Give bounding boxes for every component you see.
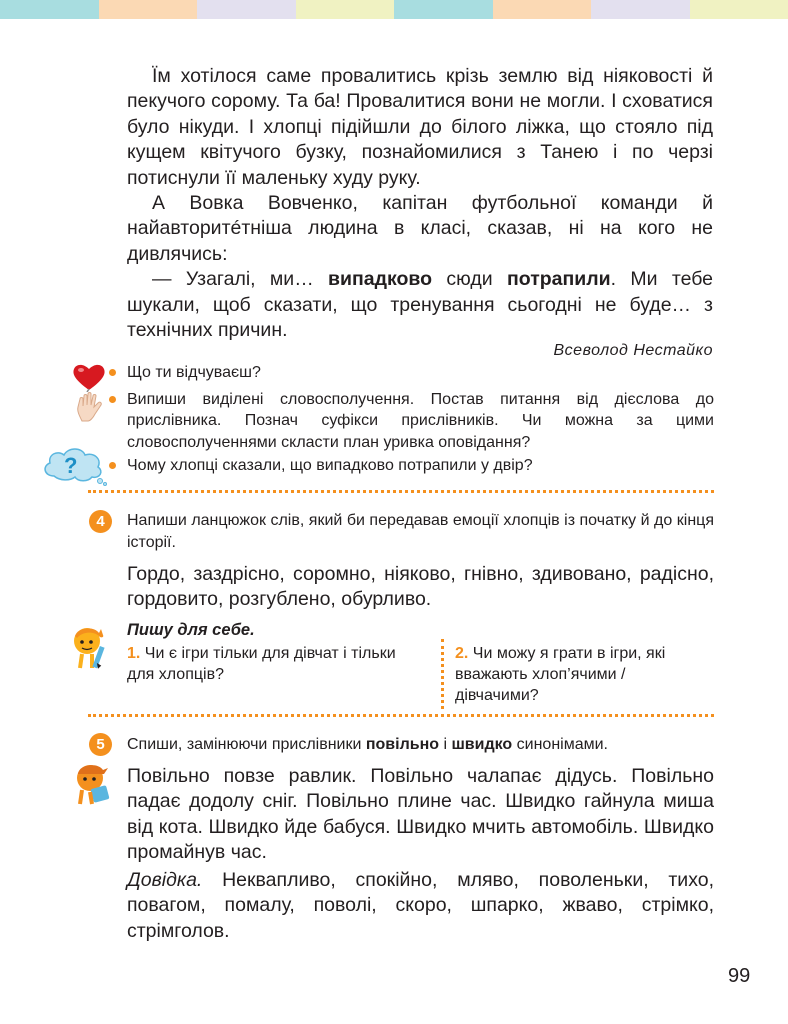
page-number: 99 [728,965,751,987]
list-item [108,455,714,477]
task-number-badge: 4 [89,510,112,533]
svg-text:?: ? [64,453,78,478]
highlighted-word: швидко [451,736,513,753]
strip-segment [197,0,296,19]
story-text: сюди [432,268,507,291]
strip-segment [591,0,690,19]
instruction-text: Спиши, замінюючи прислівники [127,736,366,753]
story-text: — Узагалі, ми… [152,268,329,291]
question-cloud-icon [40,444,108,486]
hint-words: Неквапливо, спокійно, мляво, поволеньки, тихо, повагом, помалу, поволі, скоро, шпарко, жваво, стрімко, стрімголов. [127,869,714,942]
instruction-text: і [439,736,452,753]
instruction-text: синонімами. [512,736,608,753]
writing-boy-icon [70,760,114,806]
task-5-hint [127,868,714,944]
question-text: Чи є ігри тільки для дівчат і тільки для хлопців? [127,645,396,683]
strip-segment [690,0,788,19]
strip-segment [493,0,592,19]
question-text: Чому хлопці сказали, що випадково потрапили у двір? [127,457,533,474]
task-4-instruction: Напиши ланцюжок слів, який би передавав емоції хлопців із початку й до кінця історії. [127,512,714,551]
hint-label: Довідка. [127,869,203,891]
story-paragraph-3 [127,267,713,343]
task-4-words: Гордо, заздрісно, соромно, ніяково, гнівно, здивовано, радісно, гордовито, розгублено, обурливо. [127,563,714,611]
story-author: Всеволод Нестайко [553,342,713,359]
section-divider [88,490,714,493]
story-text: . Ми тебе шукали, щоб сказати, що тренування сьогодні не буде… з технічних причин. [127,268,713,342]
hand-icon [74,391,104,423]
story-paragraph-1: Їм хотілося саме провалитись крізь землю від ніяковості й пекучого сорому. Та ба! Провалитися вони не могли. І сховатися було нікуди. І хлопці підійшли до білого ліжка, що стояло під кущем квітучого бузку, познайомилися з Танею і по черзі потиснули її маленьку худу руку. [127,65,713,189]
pencil-girl-icon [68,624,114,670]
task-5-exercise: Повільно повзе равлик. Повільно чалапає дідусь. Повільно падає додолу сніг. Повільно плине час. Швидко гайнула миша від кота. Швидко йде бабуся. Швидко мчить автомобіль. Швидко промайнув час. [127,765,714,864]
list-item [108,389,714,454]
strip-segment [0,0,99,19]
heart-icon [71,362,107,392]
story-paragraph-2: А Вовка Вовченко, капітан футбольної команди й найавторитéтніша людина в класі, сказав, ні на кого не дивлячись: [127,192,713,265]
bullet-dot [109,369,116,376]
question-number: 2. [455,645,469,662]
pishu-question-1 [127,643,399,685]
section-divider [88,714,714,717]
strip-segment [394,0,493,19]
question-text: Чи можу я грати в ігри, які вважають хлоп’ячими / дівчачими? [455,645,666,704]
strip-segment [296,0,395,19]
question-number: 1. [127,645,141,662]
bullet-dot [109,396,116,403]
strip-segment [99,0,198,19]
highlighted-word: повільно [365,736,440,753]
highlighted-word: випадково [328,268,433,291]
section-title-pishu: Пишу для себе. [127,621,255,639]
question-text: Що ти відчуваєш? [127,364,261,381]
top-color-strip [0,0,788,19]
list-item [108,362,714,384]
bullet-dot [109,462,116,469]
highlighted-word: потрапили [506,268,611,291]
task-5-instruction [127,734,714,756]
question-text: Випиши виділені словосполучення. Постав питання від дієслова до прислівника. Познач суфікси прислівників. Чи можна за цими словосполученнями скласти план уривка оповідання? [127,390,714,451]
task-number-badge: 5 [89,733,112,756]
pishu-question-2 [455,643,705,706]
column-divider [441,639,444,709]
story-excerpt [127,64,713,343]
questions-list [108,362,714,477]
